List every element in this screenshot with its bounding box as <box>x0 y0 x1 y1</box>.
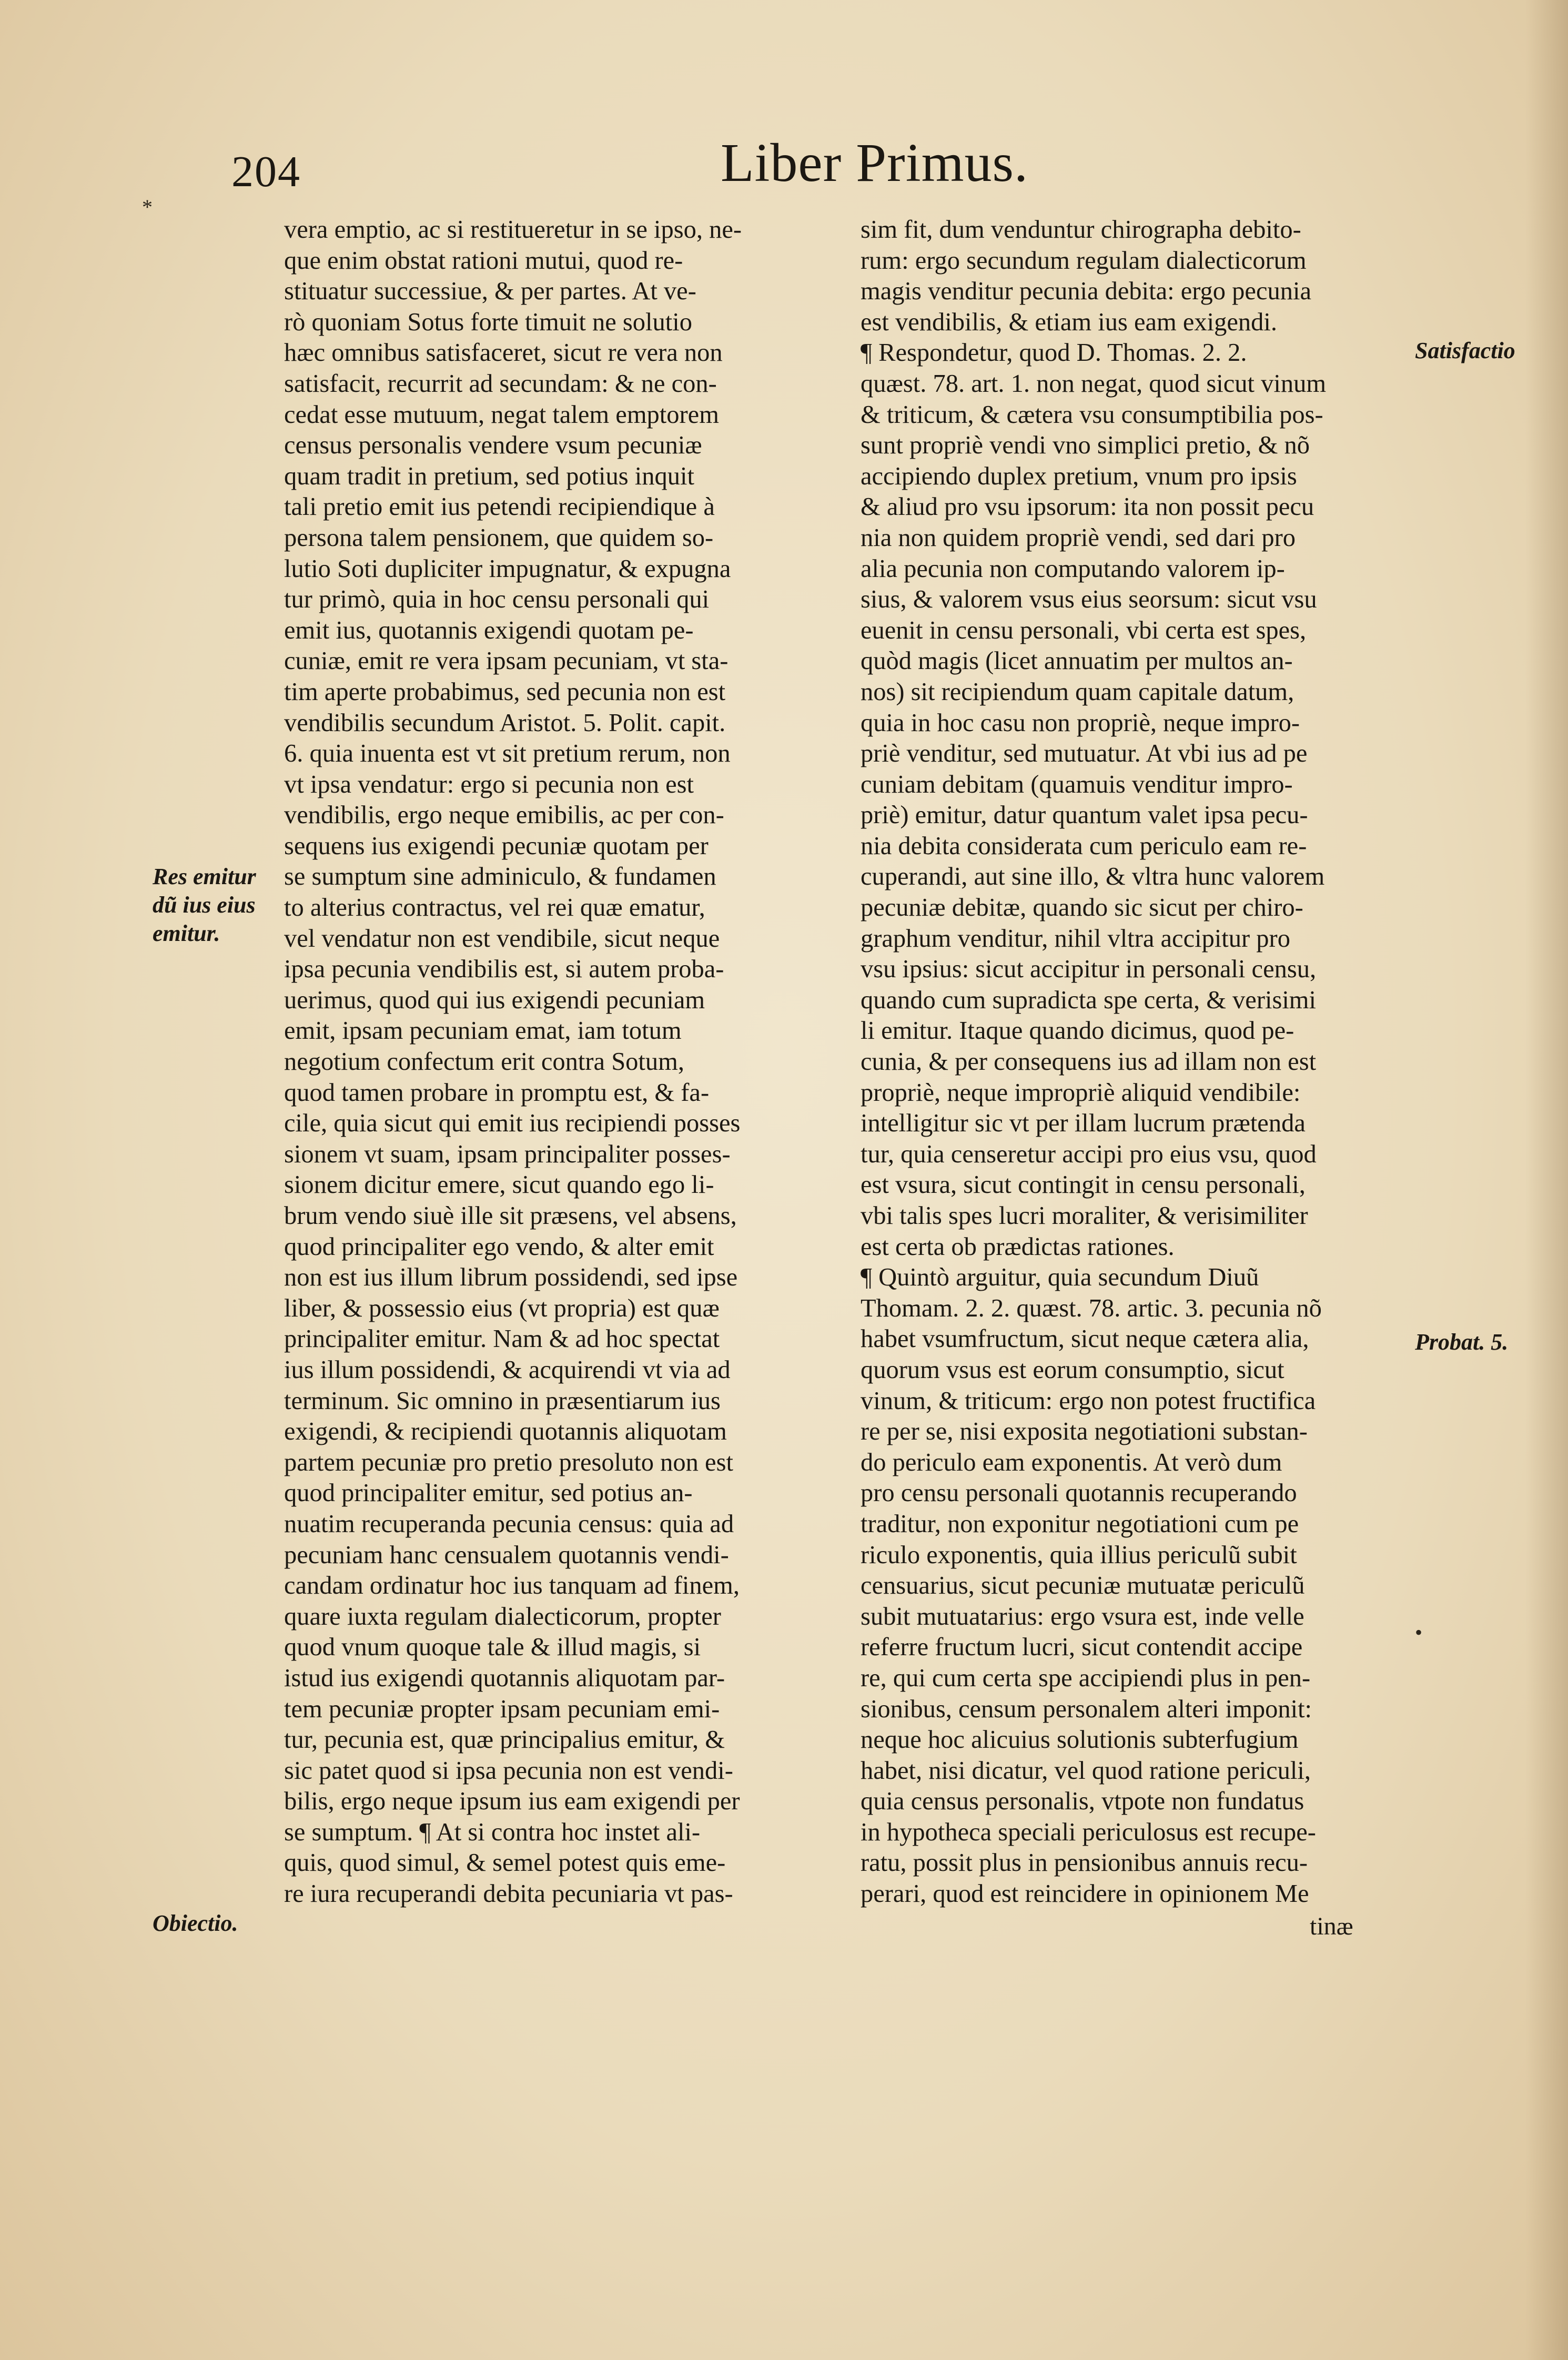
margin-note-satisfaction <box>1415 337 1515 365</box>
text-line: sic patet quod si ipsa pecunia non est vendi- <box>284 1756 733 1785</box>
text-line: vinum, & triticum: ergo non potest fructifica <box>861 1386 1316 1415</box>
margin-note-objection <box>153 1909 238 1938</box>
text-line: re per se, nisi exposita negotiationi substan- <box>861 1417 1308 1446</box>
catchword: tinæ <box>1310 1912 1353 1940</box>
text-line: non est ius illum librum possidendi, sed ipse <box>284 1263 738 1292</box>
text-line: ¶ Quintò arguitur, quia secundum Diuũ <box>861 1263 1259 1292</box>
text-line: sionem dicitur emere, sicut quando ego li- <box>284 1171 714 1199</box>
text-line: cedat esse mutuum, negat talem emptorem <box>284 400 719 429</box>
text-line: sius, & valorem vsus eius seorsum: sicut vsu <box>861 585 1317 614</box>
text-line: quare iuxta regulam dialecticorum, propter <box>284 1602 721 1630</box>
text-line: ratu, possit plus in pensionibus annuis recu- <box>861 1849 1308 1877</box>
text-line: re, qui cum certa spe accipiendi plus in pen- <box>861 1664 1311 1692</box>
text-line: satisfacit, recurrit ad secundam: & ne con- <box>284 369 717 398</box>
text-line: priè) emitur, datur quantum valet ipsa pecu- <box>861 801 1308 829</box>
text-line: principaliter emitur. Nam & ad hoc spectat <box>284 1325 720 1353</box>
text-line: cunia, & per consequens ius ad illam non est <box>861 1048 1317 1076</box>
text-line: nia debita considerata cum periculo eam re- <box>861 832 1307 860</box>
text-line: tali pretio emit ius petendi recipiendique à <box>284 493 715 521</box>
text-line: do periculo eam exponentis. At verò dum <box>861 1448 1282 1476</box>
text-line: lutio Soti dupliciter impugnatur, & expugna <box>284 554 731 583</box>
text-line: cuniæ, emit re vera ipsam pecuniam, vt sta- <box>284 647 729 675</box>
text-line: nos) sit recipiendum quam capitale datum, <box>861 677 1294 706</box>
text-line: tur, quia censeretur accipi pro eius vsu, quod <box>861 1140 1317 1168</box>
margin-note-line: Probat. 5. <box>1415 1329 1509 1355</box>
text-line: tem pecuniæ propter ipsam pecuniam emi- <box>284 1695 720 1723</box>
text-line: Thomam. 2. 2. quæst. 78. artic. 3. pecunia nõ <box>861 1294 1322 1322</box>
text-line: habet vsumfructum, sicut neque cætera alia, <box>861 1325 1309 1353</box>
text-line: est certa ob prædictas rationes. <box>861 1232 1175 1261</box>
text-line: quia in hoc casu non propriè, neque impro- <box>861 708 1300 737</box>
text-line: referre fructum lucri, sicut contendit accipe <box>861 1633 1303 1662</box>
text-line: cile, quia sicut qui emit ius recipiendi posses <box>284 1109 741 1138</box>
text-line: emit, ipsam pecuniam emat, iam totum <box>284 1017 682 1045</box>
page-number: 204 <box>231 147 301 196</box>
text-line: in hypotheca speciali periculosus est recupe- <box>861 1818 1316 1846</box>
text-line: priè venditur, sed mutuatur. At vbi ius ad pe <box>861 740 1308 768</box>
text-line: ¶ Respondetur, quod D. Thomas. 2. 2. <box>861 339 1247 367</box>
margin-note-line: Satisfactio <box>1415 338 1515 363</box>
text-line: perari, quod est reincidere in opinionem Me <box>861 1880 1309 1908</box>
text-line: traditur, non exponitur negotiationi cum pe <box>861 1510 1299 1538</box>
text-line: vera emptio, ac si restitueretur in se ipso, ne- <box>284 216 742 244</box>
text-line: se sumptum sine adminiculo, & fundamen <box>284 863 716 891</box>
text-line: cuperandi, aut sine illo, & vltra hunc valorem <box>861 863 1325 891</box>
text-line: vendibilis secundum Aristot. 5. Polit. capit. <box>284 708 726 737</box>
text-line: pro censu personali quotannis recuperando <box>861 1479 1297 1507</box>
text-line: quod principaliter emitur, sed potius an- <box>284 1479 693 1507</box>
text-line: magis venditur pecunia debita: ergo pecunia <box>861 277 1311 306</box>
text-line: vt ipsa vendatur: ergo si pecunia non est <box>284 770 694 798</box>
text-line: negotium confectum erit contra Sotum, <box>284 1048 684 1076</box>
text-line: istud ius exigendi quotannis aliquotam par- <box>284 1664 725 1692</box>
text-line: cuniam debitam (quamuis venditur impro- <box>861 770 1293 798</box>
text-line: propriè, neque impropriè aliquid vendibile: <box>861 1078 1301 1107</box>
text-line: est vsura, sicut contingit in censu personali, <box>861 1171 1306 1199</box>
left-text-column <box>284 215 842 1910</box>
text-line: sionem vt suam, ipsam principaliter posses- <box>284 1140 731 1168</box>
text-line: sequens ius exigendi pecuniæ quotam per <box>284 832 709 860</box>
text-line: bilis, ergo neque ipsum ius eam exigendi per <box>284 1787 740 1816</box>
text-line: ius illum possidendi, & acquirendi vt via ad <box>284 1355 731 1384</box>
text-line: quòd magis (licet annuatim per multos an- <box>861 647 1293 675</box>
text-line: habet, nisi dicatur, vel quod ratione periculi, <box>861 1756 1311 1785</box>
text-line: pecuniam hanc censualem quotannis vendi- <box>284 1541 729 1569</box>
text-line: censuarius, sicut pecuniæ mutuatæ periculũ <box>861 1572 1305 1600</box>
text-line: alia pecunia non computando valorem ip- <box>861 554 1285 583</box>
text-line: euenit in censu personali, vbi certa est spes, <box>861 616 1307 644</box>
text-line: accipiendo duplex pretium, vnum pro ipsis <box>861 462 1297 490</box>
text-line: brum vendo siuè ille sit præsens, vel absens, <box>284 1202 737 1230</box>
margin-note-left <box>153 863 256 948</box>
text-line: sunt propriè vendi vno simplici pretio, & nõ <box>861 431 1310 460</box>
text-line: candam ordinatur hoc ius tanquam ad finem, <box>284 1572 740 1600</box>
text-line: hæc omnibus satisfaceret, sicut re vera non <box>284 339 723 367</box>
text-line: nia non quidem propriè vendi, sed dari pro <box>861 523 1296 552</box>
text-line: tim aperte probabimus, sed pecunia non est <box>284 677 726 706</box>
margin-note-line: dũ ius eius <box>153 892 256 918</box>
text-line: sionibus, censum personalem alteri imponit: <box>861 1695 1312 1723</box>
text-line: vsu ipsius: sicut accipitur in personali censu, <box>861 955 1317 984</box>
text-line: que enim obstat rationi mutui, quod re- <box>284 246 683 275</box>
text-line: neque hoc alicuius solutionis subterfugium <box>861 1726 1299 1754</box>
ink-mark: • <box>1415 1620 1423 1644</box>
text-line: est vendibilis, & etiam ius eam exigendi. <box>861 308 1278 336</box>
text-line: re iura recuperandi debita pecuniaria vt pas- <box>284 1880 733 1908</box>
text-line: vbi talis spes lucri moraliter, & verisimiliter <box>861 1202 1308 1230</box>
text-line: & aliud pro vsu ipsorum: ita non possit pecu <box>861 493 1314 521</box>
margin-note-proof <box>1415 1328 1508 1356</box>
text-line: quis, quod simul, & semel potest quis eme- <box>284 1849 726 1877</box>
text-line: census personalis vendere vsum pecuniæ <box>284 431 702 460</box>
text-line: quod vnum quoque tale & illud magis, si <box>284 1633 701 1662</box>
text-line: persona talem pensionem, que quidem so- <box>284 523 714 552</box>
margin-note-line: Res emitur <box>153 864 256 889</box>
page-edge-shadow <box>1525 0 1568 2360</box>
text-line: liber, & possessio eius (vt propria) est quæ <box>284 1294 720 1322</box>
text-line: terminum. Sic omnino in præsentiarum ius <box>284 1386 721 1415</box>
text-line: pecuniæ debitæ, quando sic sicut per chiro- <box>861 894 1303 922</box>
text-line: riculo exponentis, quia illius periculũ subit <box>861 1541 1297 1569</box>
text-line: tur primò, quia in hoc censu personali qui <box>284 585 710 614</box>
margin-note-line: emitur. <box>153 920 220 946</box>
running-head: Liber Primus. <box>721 133 1028 193</box>
text-line: tur, pecunia est, quæ principalius emitur, & <box>284 1726 725 1754</box>
text-line: nuatim recuperanda pecunia census: quia ad <box>284 1510 734 1538</box>
text-line: 6. quia inuenta est vt sit pretium rerum, non <box>284 740 731 768</box>
text-line: & triticum, & cætera vsu consumptibilia pos- <box>861 400 1323 429</box>
text-line: quod tamen probare in promptu est, & fa- <box>284 1078 710 1107</box>
text-line: vel vendatur non est vendibile, sicut neque <box>284 924 720 953</box>
text-line: sim fit, dum venduntur chirographa debito- <box>861 216 1301 244</box>
text-line: ipsa pecunia vendibilis est, si autem proba- <box>284 955 724 984</box>
text-line: quando cum supradicta spe certa, & verisimi <box>861 986 1316 1014</box>
text-line: se sumptum. ¶ At si contra hoc instet ali- <box>284 1818 701 1846</box>
margin-note-line: Obiectio. <box>153 1910 238 1936</box>
text-line: quæst. 78. art. 1. non negat, quod sicut vinum <box>861 369 1327 398</box>
text-line: rum: ergo secundum regulam dialecticorum <box>861 246 1307 275</box>
text-line: quia census personalis, vtpote non fundatus <box>861 1787 1304 1816</box>
text-line: vendibilis, ergo neque emibilis, ac per con- <box>284 801 724 829</box>
text-line: to alterius contractus, vel rei quæ ematur, <box>284 894 705 922</box>
text-line: intelligitur sic vt per illam lucrum prætenda <box>861 1109 1306 1138</box>
text-line: uerimus, quod qui ius exigendi pecuniam <box>284 986 705 1014</box>
text-line: partem pecuniæ pro pretio presoluto non est <box>284 1448 733 1476</box>
text-line: li emitur. Itaque quando dicimus, quod pe- <box>861 1017 1294 1045</box>
right-text-column <box>861 215 1397 1910</box>
text-line: stituatur successiue, & per partes. At ve- <box>284 277 696 306</box>
text-line: subit mutuatarius: ergo vsura est, inde velle <box>861 1602 1304 1630</box>
ink-mark: * <box>142 195 153 219</box>
text-line: quorum vsus est eorum consumptio, sicut <box>861 1355 1284 1384</box>
text-line: exigendi, & recipiendi quotannis aliquotam <box>284 1417 727 1446</box>
text-line: emit ius, quotannis exigendi quotam pe- <box>284 616 694 644</box>
text-line: graphum venditur, nihil vltra accipitur pro <box>861 924 1290 953</box>
text-line: rò quoniam Sotus forte timuit ne solutio <box>284 308 692 336</box>
text-line: quod principaliter ego vendo, & alter emit <box>284 1232 714 1261</box>
text-line: quam tradit in pretium, sed potius inquit <box>284 462 694 490</box>
